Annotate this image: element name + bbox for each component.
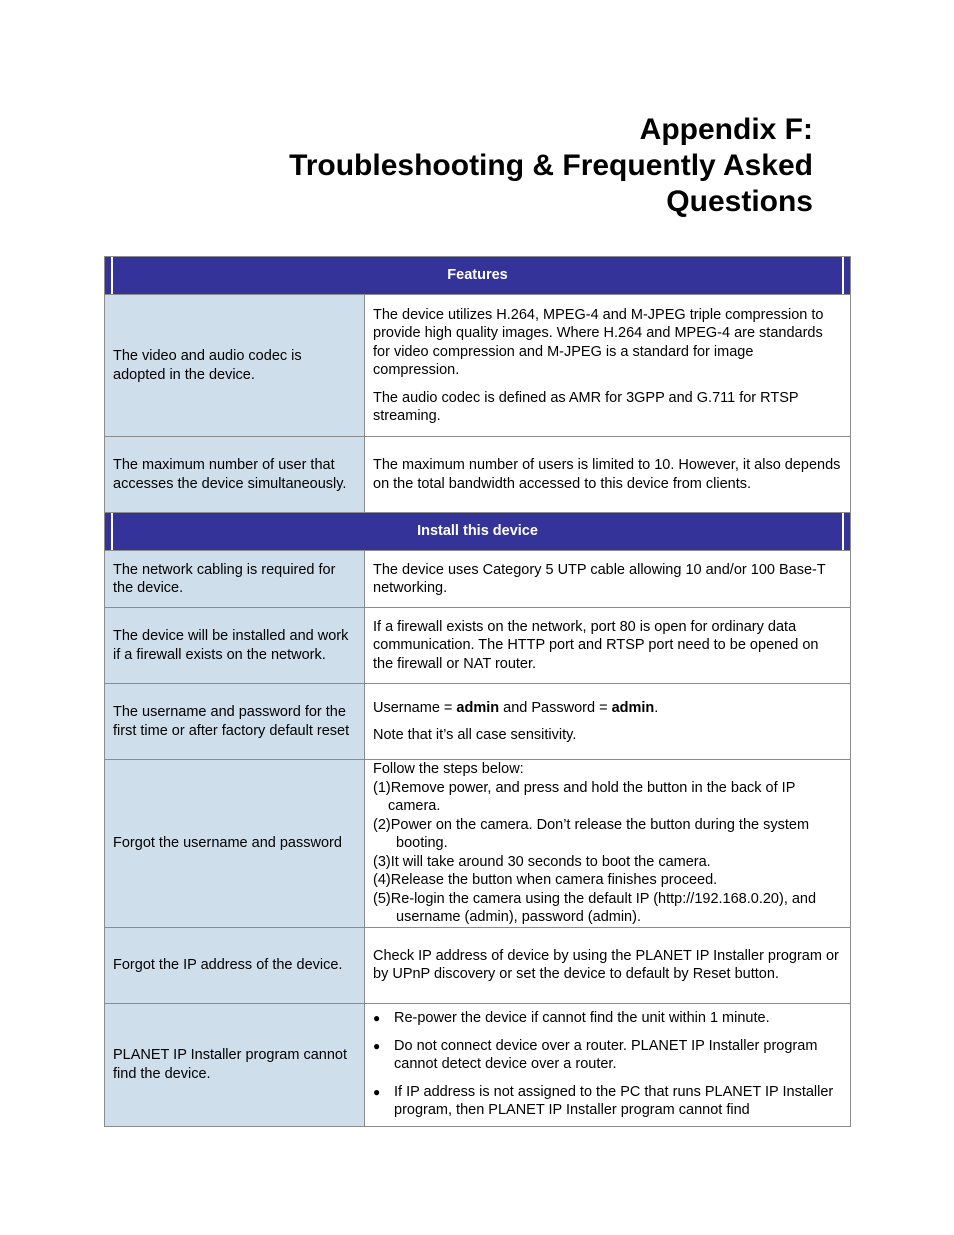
credentials-mid: and Password = — [499, 699, 612, 716]
faq-answer: The maximum number of users is limited to 10. However, it also depends on the total bandwidth accessed to this device from clients. — [365, 437, 851, 513]
page-title-line-1: Appendix F: — [639, 113, 813, 146]
credentials-line — [373, 699, 842, 718]
faq-row — [105, 760, 851, 928]
step-item: (1)Remove power, and press and hold the button in the back of IP camera. — [373, 779, 796, 814]
faq-question: The network cabling is required for the device. — [105, 551, 365, 608]
step-item: (5)Re-login the camera using the default IP (http://192.168.0.20), and username (admin), password (admin). — [373, 890, 817, 925]
faq-question: Forgot the IP address of the device. — [105, 927, 365, 1003]
faq-answer: If a firewall exists on the network, port 80 is open for ordinary data communication. The HTTP port and RTSP port need to be opened on the firewall or NAT router. — [365, 608, 851, 684]
default-username: admin — [456, 699, 500, 716]
faq-row — [105, 551, 851, 608]
faq-row — [105, 437, 851, 513]
faq-question: The device will be installed and work if a firewall exists on the network. — [105, 608, 365, 684]
case-sensitivity-note: Note that it’s all case sensitivity. — [373, 727, 577, 743]
section-header-install — [105, 513, 851, 551]
bullet-item — [373, 1037, 842, 1074]
faq-answer — [365, 295, 851, 437]
faq-question: The maximum number of user that accesses the device simultaneously. — [105, 437, 365, 513]
faq-row — [105, 1003, 851, 1126]
faq-table — [104, 256, 851, 1127]
faq-row — [105, 608, 851, 684]
faq-answer — [365, 760, 851, 928]
credentials-suffix: . — [654, 699, 659, 716]
faq-row — [105, 295, 851, 437]
faq-question: The username and password for the first time or after factory default reset — [105, 684, 365, 760]
bullet-icon: ● — [373, 1011, 381, 1026]
steps-intro: Follow the steps below: — [373, 761, 524, 777]
answer-paragraph: The device utilizes H.264, MPEG-4 and M-JPEG triple compression to provide high quality images. Where H.264 and MPEG-4 are standards for video compression and M-JPEG is a standard for image compression. — [373, 306, 824, 378]
bullet-list — [373, 1009, 842, 1120]
faq-answer — [365, 1003, 851, 1126]
faq-answer: The device uses Category 5 UTP cable allowing 10 and/or 100 Base-T networking. — [365, 551, 851, 608]
bullet-item — [373, 1009, 842, 1028]
faq-answer — [365, 684, 851, 760]
faq-question: PLANET IP Installer program cannot find the device. — [105, 1003, 365, 1126]
bullet-text: Do not connect device over a router. PLANET IP Installer program cannot detect device over a router. — [394, 1037, 818, 1073]
bullet-text: Re-power the device if cannot find the unit within 1 minute. — [394, 1010, 770, 1027]
step-item: (2)Power on the camera. Don’t release the button during the system booting. — [373, 816, 810, 851]
answer-paragraph: The audio codec is defined as AMR for 3GPP and G.711 for RTSP streaming. — [373, 389, 799, 424]
faq-answer: Check IP address of device by using the PLANET IP Installer program or by UPnP discovery or set the device to default by Reset button. — [365, 927, 851, 1003]
bullet-item — [373, 1083, 842, 1120]
credentials-prefix: Username = — [373, 699, 457, 716]
bullet-icon: ● — [373, 1038, 381, 1053]
step-item: (4)Release the button when camera finishes proceed. — [373, 872, 718, 888]
section-header-label: Install this device — [105, 513, 851, 551]
faq-row — [105, 684, 851, 760]
bullet-icon: ● — [373, 1084, 381, 1099]
faq-question: Forgot the username and password — [105, 760, 365, 928]
step-item: (3)It will take around 30 seconds to boot the camera. — [373, 853, 711, 870]
faq-row — [105, 927, 851, 1003]
bullet-text: If IP address is not assigned to the PC that runs PLANET IP Installer program, then PLANET IP Installer program cannot find — [394, 1083, 834, 1119]
faq-question: The video and audio codec is adopted in the device. — [105, 295, 365, 437]
default-password: admin — [611, 699, 655, 716]
page-title — [289, 112, 813, 220]
section-header-features — [105, 257, 851, 295]
section-header-label: Features — [105, 257, 851, 295]
page-title-line-2: Troubleshooting & Frequently Asked — [289, 149, 813, 182]
page-title-line-3: Questions — [666, 185, 813, 218]
